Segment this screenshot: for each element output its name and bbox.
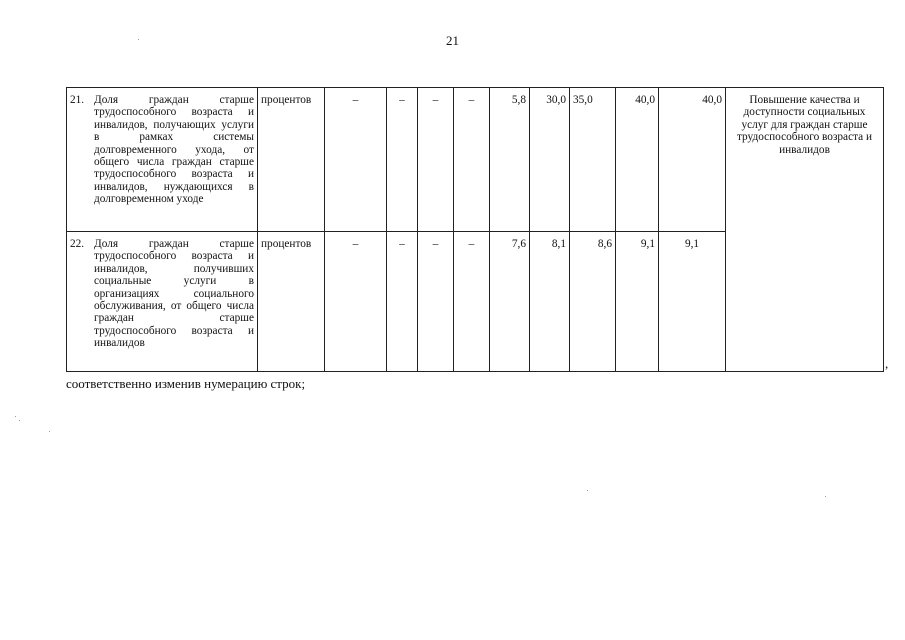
goal-cell: Повышение качества и доступности социальных услуг для граждан старше трудоспособного возраста и инвалидов <box>726 88 884 372</box>
indicator-name-layout <box>70 94 254 206</box>
value-cell: 8,6 <box>570 232 616 372</box>
value-cell: 40,0 <box>616 88 659 232</box>
unit-cell: процентов <box>258 232 325 372</box>
value-cell: – <box>325 88 387 232</box>
value-cell: 8,1 <box>530 232 570 372</box>
value-cell: – <box>387 232 418 372</box>
indicator-name: Доля граждан старше трудоспособного возраста и инвалидов, получивших социальные услуги в организациях социального обслуживания, от общего числа граждан старше трудоспособного возраста и инвалидов <box>94 238 254 350</box>
closing-comma: , <box>885 356 889 371</box>
table-row <box>67 88 884 232</box>
row-number: 21. <box>70 94 85 106</box>
value-cell: – <box>325 232 387 372</box>
scan-speck <box>49 431 50 432</box>
indicator-name-cell <box>67 88 258 232</box>
scan-speck <box>825 496 826 497</box>
value-cell: – <box>454 88 490 232</box>
indicator-name-cell <box>67 232 258 372</box>
value-cell: 9,1 <box>616 232 659 372</box>
value-cell: 30,0 <box>530 88 570 232</box>
value-cell: 35,0 <box>570 88 616 232</box>
value-cell: 40,0 <box>659 88 726 232</box>
footer-text: соответственно изменив нумерацию строк; <box>66 376 306 391</box>
value-cell: 5,8 <box>490 88 530 232</box>
scan-speck <box>19 420 20 421</box>
indicator-name: Доля граждан старше трудоспособного возраста и инвалидов, получающих услуги в рамках системы долговременного ухода, от общего числа граждан старше трудоспособного возраста и инвалидов, нуждающихся в долговременном уходе <box>94 94 254 206</box>
indicator-name-layout <box>70 238 254 350</box>
value-cell: 9,1 <box>659 232 726 372</box>
value-cell: – <box>418 88 454 232</box>
scan-speck <box>15 416 16 417</box>
value-cell: 7,6 <box>490 232 530 372</box>
indicators-table <box>66 87 884 372</box>
scan-speck <box>138 39 139 40</box>
row-number: 22. <box>70 238 85 250</box>
value-cell: – <box>454 232 490 372</box>
unit-cell: процентов <box>258 88 325 232</box>
value-cell: – <box>418 232 454 372</box>
scan-speck <box>587 490 588 491</box>
value-cell: – <box>387 88 418 232</box>
page-number: 21 <box>446 33 459 48</box>
